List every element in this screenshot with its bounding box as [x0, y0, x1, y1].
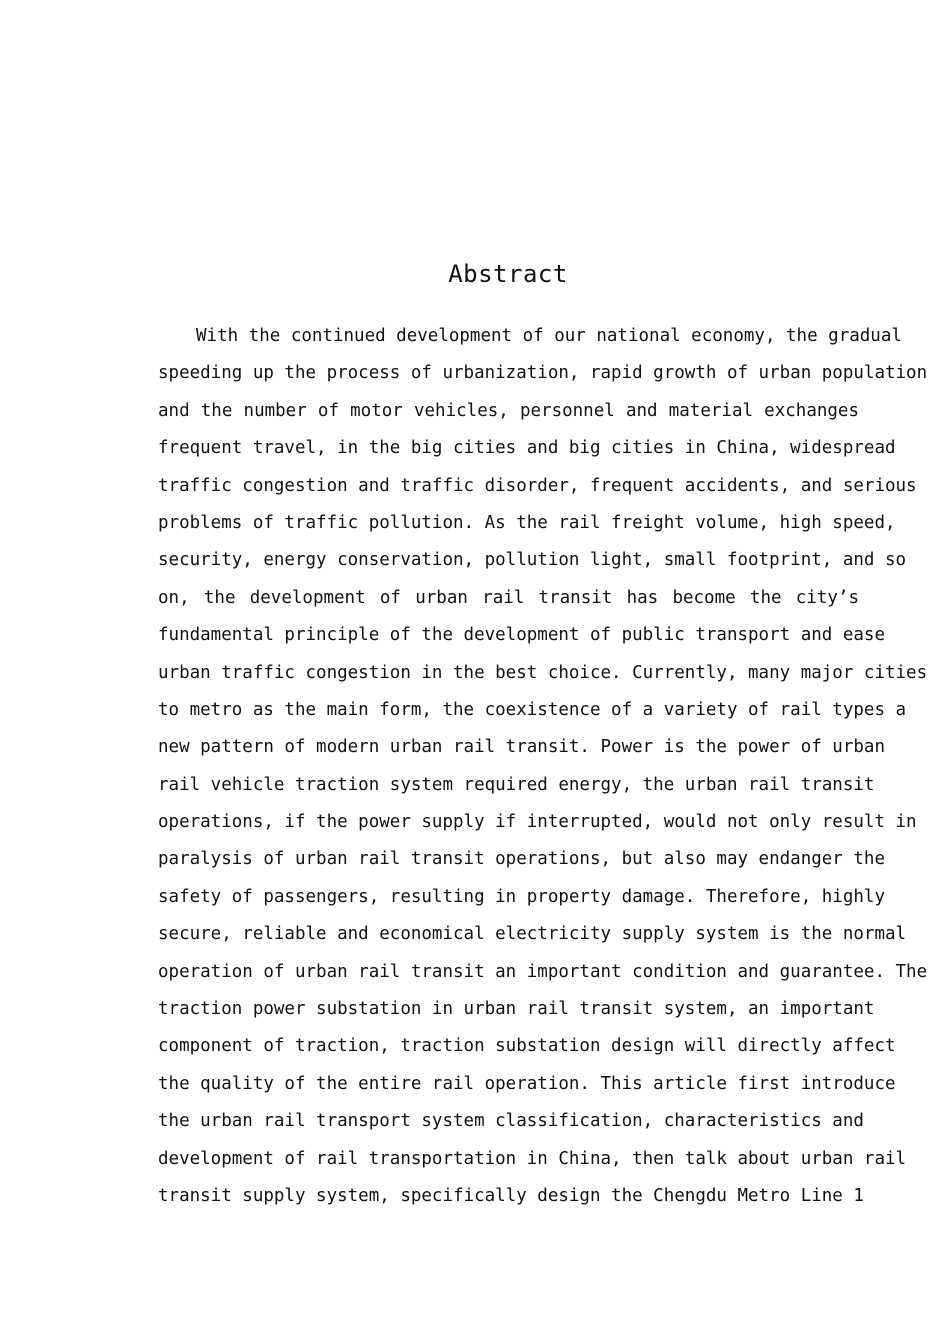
paragraph-line: secure, reliable and economical electricity supply system is the normal [158, 924, 907, 945]
paragraph-line: development of rail transportation in China, then talk about urban rail [158, 1148, 907, 1169]
paragraph-line: new pattern of modern urban rail transit. Power is the power of urban [158, 737, 885, 758]
paragraph-line: operations, if the power supply if interrupted, would not only result in [158, 812, 917, 833]
paragraph-line: fundamental principle of the development of public transport and ease [158, 625, 885, 646]
paragraph-line: security, energy conservation, pollution light, small footprint, and so [158, 550, 907, 571]
paragraph-line: traffic congestion and traffic disorder, frequent accidents, and serious [158, 475, 917, 496]
paragraph-line: speeding up the process of urbanization, rapid growth of urban population [158, 363, 928, 384]
paragraph-line: the urban rail transport system classification, characteristics and [158, 1111, 864, 1132]
abstract-body [158, 318, 928, 1215]
paragraph-line: operation of urban rail transit an important condition and guarantee. The [158, 961, 928, 982]
paragraph-line: and the number of motor vehicles, personnel and material exchanges [158, 400, 859, 421]
page-title: Abstract [448, 260, 568, 288]
paragraph-line: component of traction, traction substation design will directly affect [158, 1036, 896, 1057]
paragraph-line: safety of passengers, resulting in property damage. Therefore, highly [158, 886, 885, 907]
paragraph-line: frequent travel, in the big cities and big cities in China, widespread [158, 438, 896, 459]
paragraph-line: on, the development of urban rail transit has become the city’s [158, 587, 859, 608]
paragraph-line: transit supply system, specifically design the Chengdu Metro Line 1 [158, 1185, 864, 1206]
paragraph-line: rail vehicle traction system required energy, the urban rail transit [158, 774, 875, 795]
paragraph-line: problems of traffic pollution. As the rail freight volume, high speed, [158, 512, 896, 533]
paragraph-line: paralysis of urban rail transit operations, but also may endanger the [158, 849, 885, 870]
paragraph-line: traction power substation in urban rail transit system, an important [158, 999, 875, 1020]
paragraph-line: to metro as the main form, the coexistence of a variety of rail types a [158, 699, 907, 720]
paragraph-line: the quality of the entire rail operation. This article first introduce [158, 1073, 896, 1094]
paragraph-line: urban traffic congestion in the best choice. Currently, many major cities [158, 662, 928, 683]
paragraph-line: With the continued development of our national economy, the gradual [196, 326, 902, 346]
